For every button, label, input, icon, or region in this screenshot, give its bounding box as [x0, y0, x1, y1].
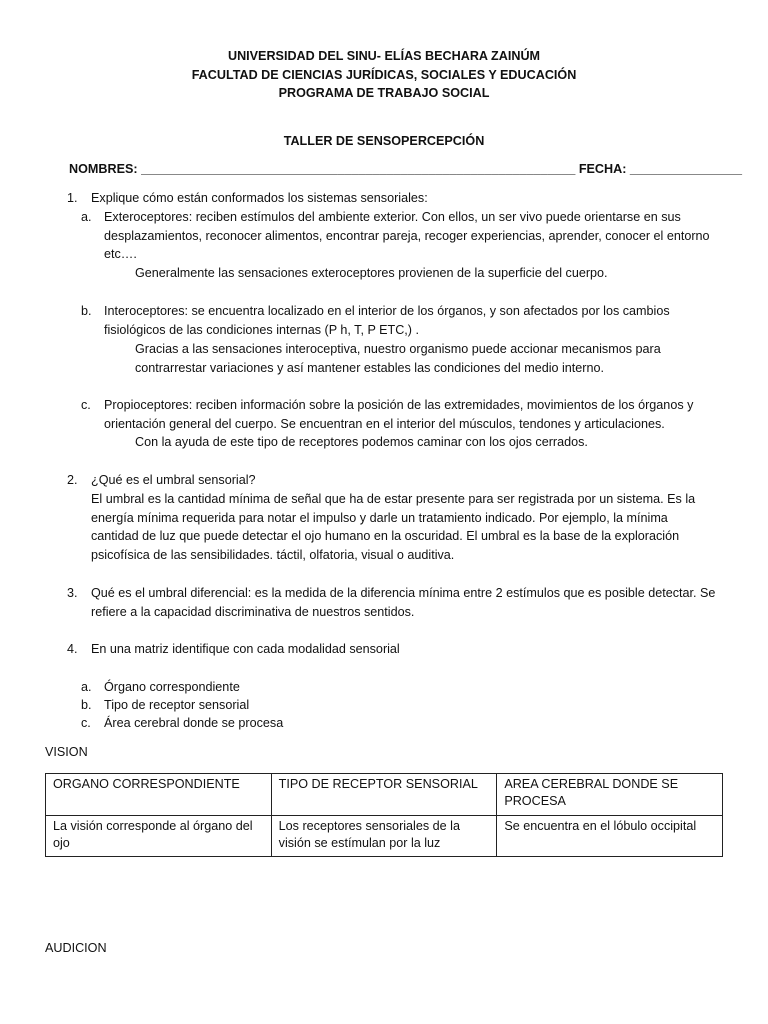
q1b-text: Interoceptores: se encuentra localizado en el interior de los órganos, y son afectados por los cambios fisiológicos de las condiciones internas (P h, T, P ETC,) . — [104, 304, 670, 337]
q1b-note: Gracias a las sensaciones interoceptiva, nuestro organismo puede accionar mecanismos para contrarrestar variaciones y así mantener estables las condiciones del medio interno. — [135, 342, 661, 375]
document-header — [0, 47, 768, 103]
q1-number: 1. — [67, 191, 78, 205]
audicion-label: AUDICION — [45, 941, 107, 955]
cell-brain-area: Se encuentra en el lóbulo occipital — [497, 816, 723, 857]
q1b-letter: b. — [81, 304, 92, 318]
q4-question: En una matriz identifique con cada modalidad sensorial — [91, 642, 400, 656]
q1a-text: Exteroceptores: reciben estímulos del ambiente exterior. Con ellos, un ser vivo puede orientarse en sus desplazamientos, reconocer alimentos, encontrar pareja, recoger experiencias, aprender, conocer el entorno etc…. — [104, 210, 710, 261]
cell-organ: La visión corresponde al órgano del ojo — [46, 816, 272, 857]
q4a-text: Órgano correspondiente — [104, 680, 240, 694]
table-header-row — [46, 774, 723, 816]
column-header-organ: ORGANO CORRESPONDIENTE — [46, 774, 272, 816]
q1c-text: Propioceptores: reciben información sobre la posición de las extremidades, movimientos de los órganos y orientación general del cuerpo. Se encuentran en el interior del músculos, tendones y articulaciones. — [104, 398, 694, 431]
vision-matrix-table — [45, 773, 723, 857]
university-name: UNIVERSIDAD DEL SINU- ELÍAS BECHARA ZAINÚM — [227, 49, 541, 63]
faculty-name: FACULTAD DE CIENCIAS JURÍDICAS, SOCIALES Y EDUCACIÓN — [191, 67, 577, 82]
q4-number: 4. — [67, 642, 78, 656]
q1a-letter: a. — [81, 210, 92, 224]
q4c-text: Área cerebral donde se procesa — [104, 716, 284, 730]
vision-label: VISION — [45, 745, 88, 759]
q4b-letter: b. — [81, 698, 92, 712]
table-row — [46, 816, 723, 857]
cell-receptor: Los receptores sensoriales de la visión se estímulan por la luz — [271, 816, 497, 857]
q2-answer: El umbral es la cantidad mínima de señal que ha de estar presente para ser registrada por un sistema. Es la energía mínima requerida para notar el impulso y darle un tratamiento indicado. Por ejemplo, la mínima cantidad de luz que puede detectar el ojo humano en la oscuridad. El umbral es la base de la exploración psicofísica de las sensibilidades. táctil, olfatoria, visual o auditiva. — [91, 492, 696, 562]
column-header-receptor: TIPO DE RECEPTOR SENSORIAL — [271, 774, 497, 816]
q3-text: Qué es el umbral diferencial: es la medida de la diferencia mínima entre 2 estímulos que es posible detectar. Se refiere a la capacidad discriminativa de nuestros sentidos. — [91, 586, 716, 619]
names-date-line — [69, 162, 742, 176]
q4c-letter: c. — [81, 716, 91, 730]
q1-question: Explique cómo están conformados los sistemas sensoriales: — [91, 191, 428, 205]
program-name: PROGRAMA DE TRABAJO SOCIAL — [278, 86, 490, 100]
names-label: NOMBRES: — [69, 162, 138, 176]
names-field: ______________________________________________________________ — [141, 162, 576, 176]
q1a-note: Generalmente las sensaciones exteroceptores provienen de la superficie del cuerpo. — [135, 266, 608, 280]
page-title: TALLER DE SENSOPERCEPCIÓN — [283, 134, 485, 148]
date-field: ________________ — [629, 162, 742, 176]
q3-number: 3. — [67, 586, 78, 600]
q1c-letter: c. — [81, 398, 91, 412]
column-header-brain-area: AREA CEREBRAL DONDE SE PROCESA — [497, 774, 723, 816]
q1c-note: Con la ayuda de este tipo de receptores podemos caminar con los ojos cerrados. — [135, 435, 588, 449]
q4b-text: Tipo de receptor sensorial — [104, 698, 250, 712]
date-label: FECHA: — [578, 162, 627, 176]
q4a-letter: a. — [81, 680, 92, 694]
q2-number: 2. — [67, 473, 78, 487]
q2-question: ¿Qué es el umbral sensorial? — [91, 473, 256, 487]
